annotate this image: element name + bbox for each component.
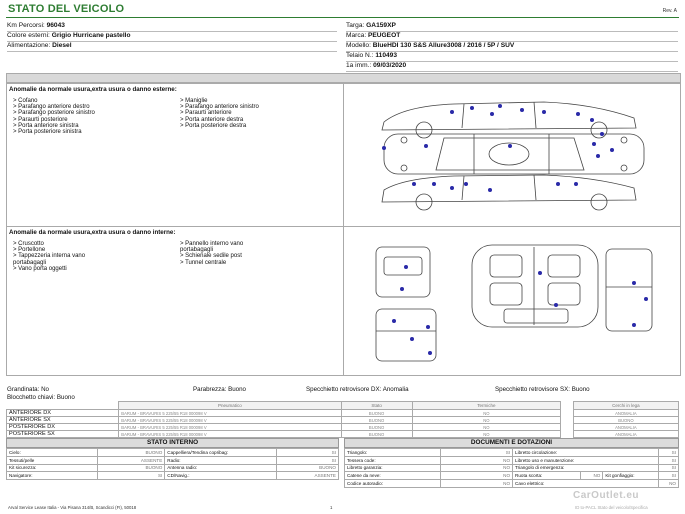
tyres-header-thermal: Termiche: [412, 402, 560, 410]
kv-label: Cavo elettrico:: [513, 480, 659, 488]
table-row: [7, 456, 339, 464]
page-title: STATO DEL VEICOLO: [8, 3, 125, 15]
footer-company: Arval Service Lease Italia - Via Pisana 314/B, Scandicci (FI), 50018: [8, 505, 137, 510]
damage-marker: [490, 112, 494, 116]
damage-marker: [450, 186, 454, 190]
kv-value: BUONO: [97, 464, 165, 472]
tyre-state: BUONO: [341, 417, 412, 424]
damage-marker: [450, 110, 454, 114]
interior-list-col1: [13, 241, 85, 272]
damage-marker: [556, 182, 560, 186]
damage-marker: [538, 271, 542, 275]
kv-label: Triangolo:: [345, 449, 441, 457]
check-label: Parabrezza:: [193, 386, 227, 393]
list-item: > Portellone: [13, 247, 46, 254]
tyres-header-tyre: Pneumatico: [119, 402, 341, 410]
list-item: > Schienale sedile post: [180, 253, 242, 260]
section-band: [6, 73, 681, 83]
check-value: No: [41, 386, 49, 393]
tyre-thermal: NO: [412, 410, 560, 417]
checks-line-1: [7, 386, 49, 393]
damage-marker: [554, 303, 558, 307]
list-item: portabagagli: [180, 247, 214, 254]
info-value: 110493: [375, 52, 397, 59]
kv-value: SI: [659, 472, 679, 480]
tyre-position: ANTERIORE DX: [7, 410, 119, 417]
kv-value: NO: [440, 472, 512, 480]
damage-marker: [632, 323, 636, 327]
damage-marker: [498, 104, 502, 108]
damage-marker: [412, 182, 416, 186]
footer-right-note: ID to-PACL Stato del veicolo/Specifica: [575, 505, 648, 510]
tyres-header-rim: Cerchi in lega: [573, 402, 678, 410]
kv-value: NO: [659, 480, 679, 488]
list-item: > Parafango anteriore destro: [13, 104, 90, 111]
tyre-position: ANTERIORE SX: [7, 417, 119, 424]
damage-marker: [592, 142, 596, 146]
info-label: Colore esterni:: [7, 32, 50, 39]
kv-label: Codice autoradio:: [345, 480, 441, 488]
interior-car-diagram: [343, 226, 681, 376]
tyre-rim: ANOMALIA: [573, 424, 678, 431]
kv-value: SI: [440, 449, 512, 457]
damage-marker: [520, 108, 524, 112]
table-row: [345, 480, 679, 488]
exterior-damage-panel: [6, 83, 344, 227]
check-value: Buono: [56, 394, 75, 401]
damage-marker: [542, 110, 546, 114]
info-value: GA159XP: [366, 22, 396, 29]
table-row: [7, 464, 339, 472]
table-row: [7, 417, 679, 424]
tyre-model: BARUM - BRAVURIS 5 225/55 R18 000098 V: [119, 410, 341, 417]
check-label: Specchietto retrovisore DX:: [306, 386, 382, 393]
tyre-model: BARUM - BRAVURIS 5 225/55 R18 000098 V: [119, 424, 341, 431]
damage-marker: [410, 337, 414, 341]
exterior-list-col2: [180, 98, 259, 129]
tyres-header-state: Stato: [341, 402, 412, 410]
tyre-rim: ANOMALIA: [573, 431, 678, 438]
info-value: Grigio Hurricane pastello: [51, 32, 131, 39]
info-label: Telaio N.:: [346, 52, 374, 59]
exterior-damage-markers: [382, 104, 614, 192]
table-row: [7, 431, 679, 438]
list-item: > Porta posteriore sinistra: [13, 129, 82, 136]
info-row-fuel: [7, 41, 337, 52]
list-item: > Pannello interno vano: [180, 241, 244, 247]
kv-label: Kit sicurezza:: [7, 464, 98, 472]
header-rule: [6, 17, 679, 18]
list-item: > Paraurti posteriore: [13, 116, 68, 123]
kv-value: ASSENTE: [276, 472, 338, 480]
kv-value: SI: [659, 449, 679, 457]
check-value: Anomalia: [382, 386, 409, 393]
damage-marker: [600, 132, 604, 136]
tyre-state: BUONO: [341, 431, 412, 438]
kv-value: ASSENTE: [97, 456, 165, 464]
exterior-list-col1: [13, 98, 95, 135]
kv-value: SI: [659, 464, 679, 472]
check-key-block: [7, 394, 75, 401]
kv-value: NO: [440, 456, 512, 464]
kv-label: Cielo:: [7, 449, 98, 457]
damage-marker: [424, 144, 428, 148]
check-label: Specchietto retrovisore SX:: [495, 386, 570, 393]
tyre-thermal: NO: [412, 424, 560, 431]
list-item: > Cruscotto: [13, 241, 44, 247]
damage-marker: [392, 319, 396, 323]
kv-label: Libretto garanzia:: [345, 464, 441, 472]
table-row: [345, 449, 679, 457]
list-item: > Maniglie: [180, 98, 208, 104]
kv-value: BUONO: [276, 464, 338, 472]
damage-marker: [488, 188, 492, 192]
kv-value: SI: [276, 456, 338, 464]
kv-label: Libretto circolazione:: [513, 449, 659, 457]
info-value: 09/03/2020: [373, 62, 407, 69]
exterior-car-diagram: [343, 83, 681, 227]
tyre-position: POSTERIORE DX: [7, 424, 119, 431]
list-item: > Cofano: [13, 98, 38, 104]
interior-list-col2: [180, 241, 243, 266]
tyre-model: BARUM - BRAVURIS 5 225/55 R18 000098 V: [119, 417, 341, 424]
check-mirror-dx: [306, 386, 409, 393]
damage-marker: [426, 325, 430, 329]
kv-value: SI: [659, 456, 679, 464]
kv-label: Tessera code:: [345, 456, 441, 464]
damage-marker: [644, 297, 648, 301]
list-item: > Paraurti anteriore: [180, 110, 232, 117]
damage-marker: [610, 148, 614, 152]
kv-label: Libretto uso e manutenzione:: [513, 456, 659, 464]
info-label: Targa:: [346, 22, 365, 29]
kv-label: Kit gonfiaggio:: [603, 472, 659, 480]
list-item: > Parafango posteriore sinistro: [13, 110, 95, 117]
tyre-thermal: NO: [412, 417, 560, 424]
damage-marker: [590, 118, 594, 122]
list-item: portabagagli: [13, 259, 47, 266]
list-item: > Porta anteriore sinistra: [13, 122, 79, 129]
damage-marker: [404, 265, 408, 269]
revision-label: Rev. A: [662, 8, 677, 14]
interior-state-title: STATO INTERNO: [6, 438, 339, 448]
kv-value: SI: [97, 472, 165, 480]
check-value: Buono: [228, 386, 247, 393]
kv-value: NO: [440, 480, 512, 488]
damage-marker: [574, 182, 578, 186]
table-row: [345, 464, 679, 472]
info-label: Km Percorsi:: [7, 22, 45, 29]
table-row: [7, 410, 679, 417]
tyre-state: BUONO: [341, 424, 412, 431]
exterior-damage-title: Anomalie da normale usura,extra usura o danno esterne:: [9, 86, 177, 93]
damage-marker: [382, 146, 386, 150]
footer-page-number: 1: [330, 505, 333, 510]
info-label: Marca:: [346, 32, 367, 39]
check-label: Grandinata:: [7, 386, 40, 393]
info-label: Alimentazione:: [7, 42, 51, 49]
damage-marker: [470, 106, 474, 110]
list-item: > Parafango anteriore sinistro: [180, 104, 259, 111]
interior-damage-panel: [6, 226, 344, 376]
list-item: > Tappezzeria interna vano: [13, 253, 86, 260]
tyre-rim: ANOMALIA: [573, 410, 678, 417]
check-windshield: [193, 386, 246, 393]
kv-label: Tessuti/pelle: [7, 456, 98, 464]
table-row: [7, 449, 339, 457]
kv-value: NO: [581, 472, 603, 480]
info-value: BlueHDI 130 S&S Allure3008 / 2016 / 5P / SUV: [372, 42, 515, 49]
info-value: Diesel: [52, 42, 72, 49]
interior-damage-title: Anomalie da normale usura,extra usura o danno interne:: [9, 229, 176, 236]
kv-value: SI: [276, 449, 338, 457]
kv-label: Triangolo di emergenza:: [513, 464, 659, 472]
damage-marker: [464, 182, 468, 186]
vehicle-info-left: [7, 21, 337, 53]
list-item: > Porta anteriore destra: [180, 116, 244, 123]
tyres-table: [6, 401, 679, 438]
check-value: Buono: [571, 386, 590, 393]
damage-marker: [596, 154, 600, 158]
kv-value: NO: [440, 464, 512, 472]
check-mirror-sx: [495, 386, 590, 393]
damage-marker: [632, 281, 636, 285]
documents-table: [344, 448, 679, 488]
info-row-registration: [346, 61, 678, 72]
damage-marker: [428, 351, 432, 355]
watermark-logo: CarOutlet.eu: [573, 490, 640, 501]
tyre-model: BARUM - BRAVURIS 5 225/55 R18 000098 V: [119, 431, 341, 438]
damage-marker: [508, 144, 512, 148]
kv-label: Antenna radio:: [165, 464, 276, 472]
tyre-position: POSTERIORE SX: [7, 431, 119, 438]
damage-marker: [576, 112, 580, 116]
kv-label: CD/Navig.:: [165, 472, 276, 480]
interior-state-panel: [6, 438, 339, 480]
documents-title: DOCUMENTI E DOTAZIONI: [344, 438, 679, 448]
damage-marker: [400, 287, 404, 291]
check-label: Blocchetto chiavi:: [7, 394, 56, 401]
documents-panel: [344, 438, 679, 488]
list-item: > Vano porta oggetti: [13, 265, 67, 272]
info-label: Modello:: [346, 42, 371, 49]
table-row: [7, 472, 339, 480]
list-item: > Tunnel centrale: [180, 259, 227, 266]
kv-value: BUONO: [97, 449, 165, 457]
kv-label: Ruota scorta:: [513, 472, 581, 480]
kv-label: Catene da neve:: [345, 472, 441, 480]
tyre-rim: BUONO: [573, 417, 678, 424]
tyre-state: BUONO: [341, 410, 412, 417]
kv-label: Navigatore:: [7, 472, 98, 480]
kv-label: Cappelliera/Tendina copribag:: [165, 449, 276, 457]
table-row: [345, 472, 679, 480]
info-label: 1a imm.:: [346, 62, 372, 69]
list-item: > Porta posteriore destra: [180, 122, 247, 129]
table-row: [345, 456, 679, 464]
info-value: 96043: [46, 22, 65, 29]
table-row: [7, 424, 679, 431]
interior-state-table: [6, 448, 339, 480]
info-value: PEUGEOT: [368, 32, 401, 39]
tyre-thermal: NO: [412, 431, 560, 438]
damage-marker: [432, 182, 436, 186]
kv-label: Radio:: [165, 456, 276, 464]
vehicle-info-right: [346, 21, 678, 73]
